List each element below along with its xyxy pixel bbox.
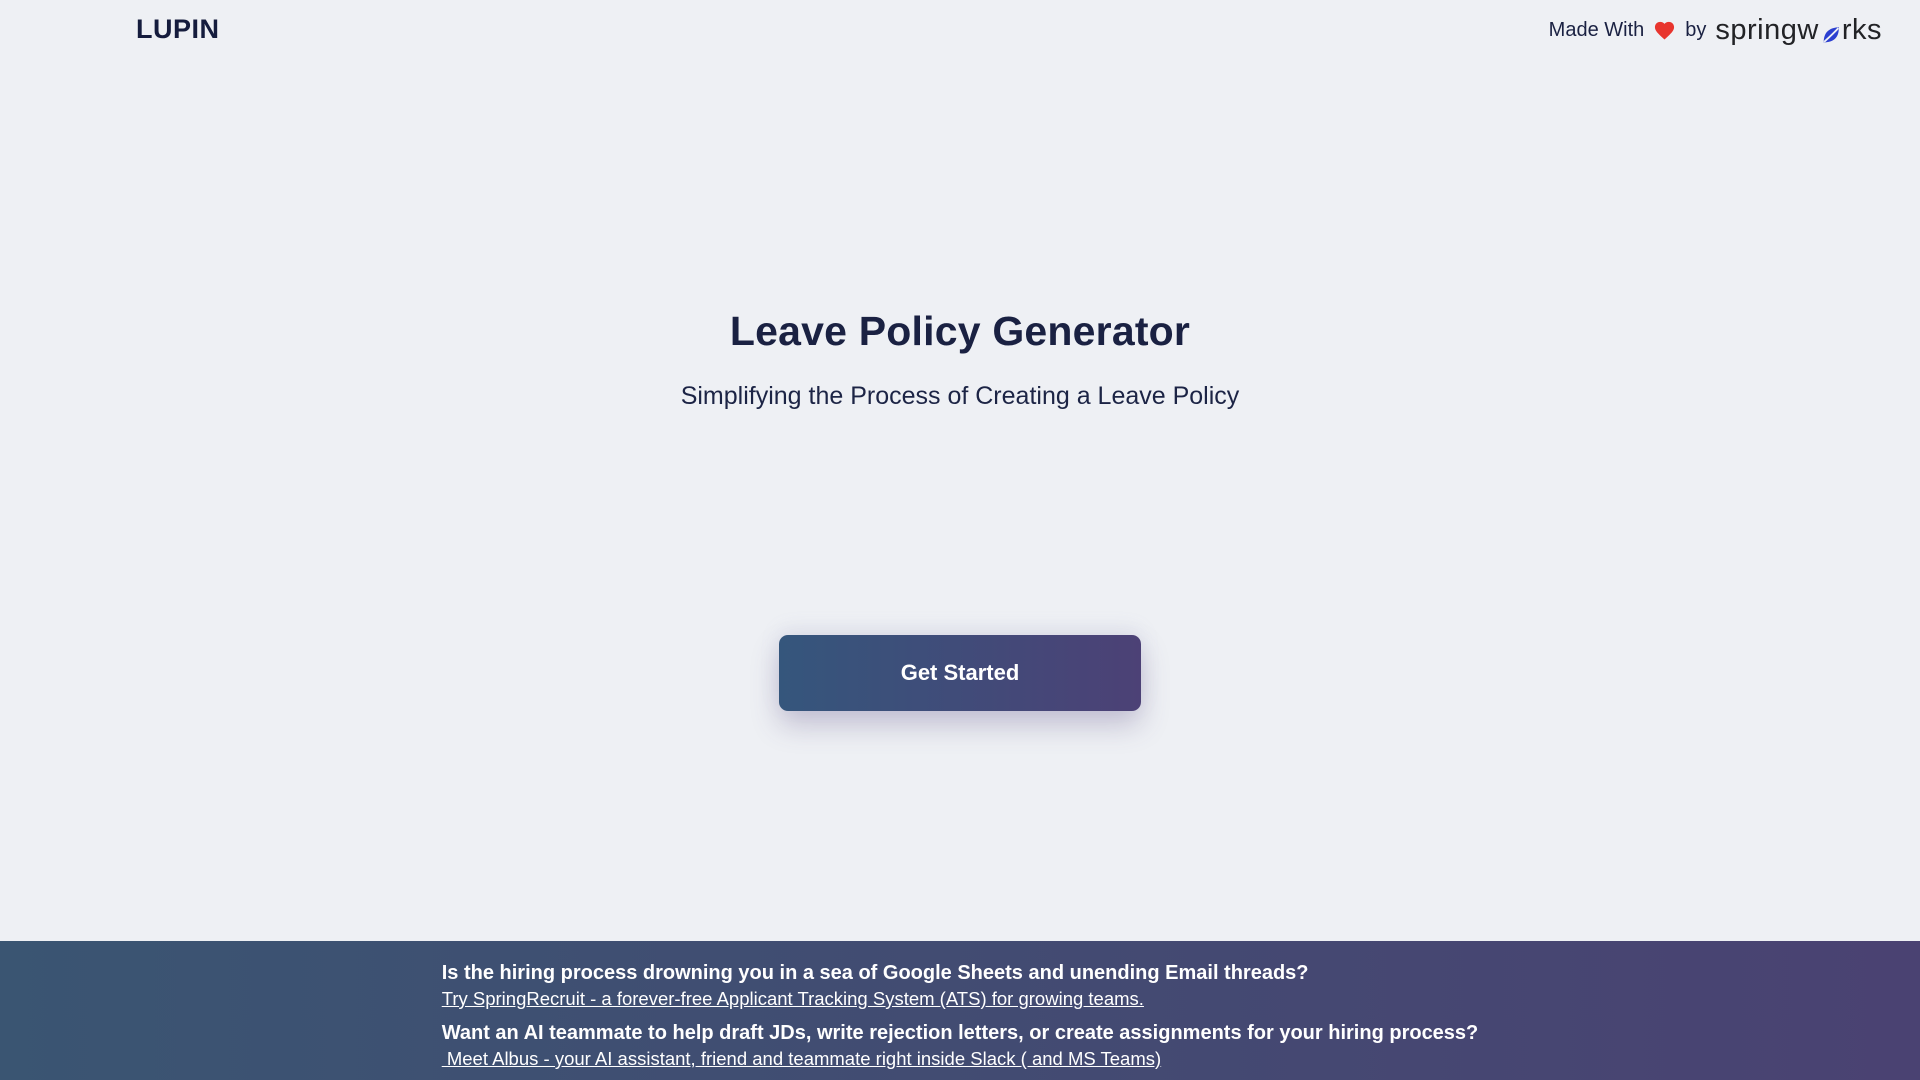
springworks-logo[interactable] (1715, 14, 1882, 47)
albus-link[interactable]: Meet Albus - your AI assistant, friend and teammate right inside Slack ( and MS Teams) (441, 1048, 1162, 1069)
footer-content (442, 941, 1479, 1071)
header (0, 0, 1920, 60)
made-with-attribution (1549, 14, 1882, 47)
springworks-wordmark-suffix: rks (1841, 14, 1882, 46)
page-title: Leave Policy Generator (729, 308, 1191, 354)
footer-promo-albus (442, 1020, 1479, 1071)
hero-section (0, 308, 1920, 411)
by-label: by (1685, 19, 1707, 41)
footer-banner (0, 941, 1920, 1080)
footer-promo-springrecruit (442, 960, 1479, 1011)
get-started-button[interactable]: Get Started (779, 635, 1141, 711)
leaf-icon (1820, 21, 1842, 43)
lupin-logo[interactable]: LUPIN (136, 14, 220, 44)
page-subtitle: Simplifying the Process of Creating a Leave Policy (680, 382, 1240, 410)
heart-icon (1653, 19, 1676, 42)
springrecruit-link[interactable]: Try SpringRecruit - a forever-free Applicant Tracking System (ATS) for growing teams. (441, 988, 1144, 1009)
made-with-label: Made With (1548, 19, 1645, 41)
footer-question-text: Want an AI teammate to help draft JDs, write rejection letters, or create assignments for your hiring process? (441, 1022, 1479, 1044)
springworks-wordmark-prefix: springw (1715, 14, 1819, 46)
footer-question-text: Is the hiring process drowning you in a sea of Google Sheets and unending Email threads? (441, 962, 1309, 984)
